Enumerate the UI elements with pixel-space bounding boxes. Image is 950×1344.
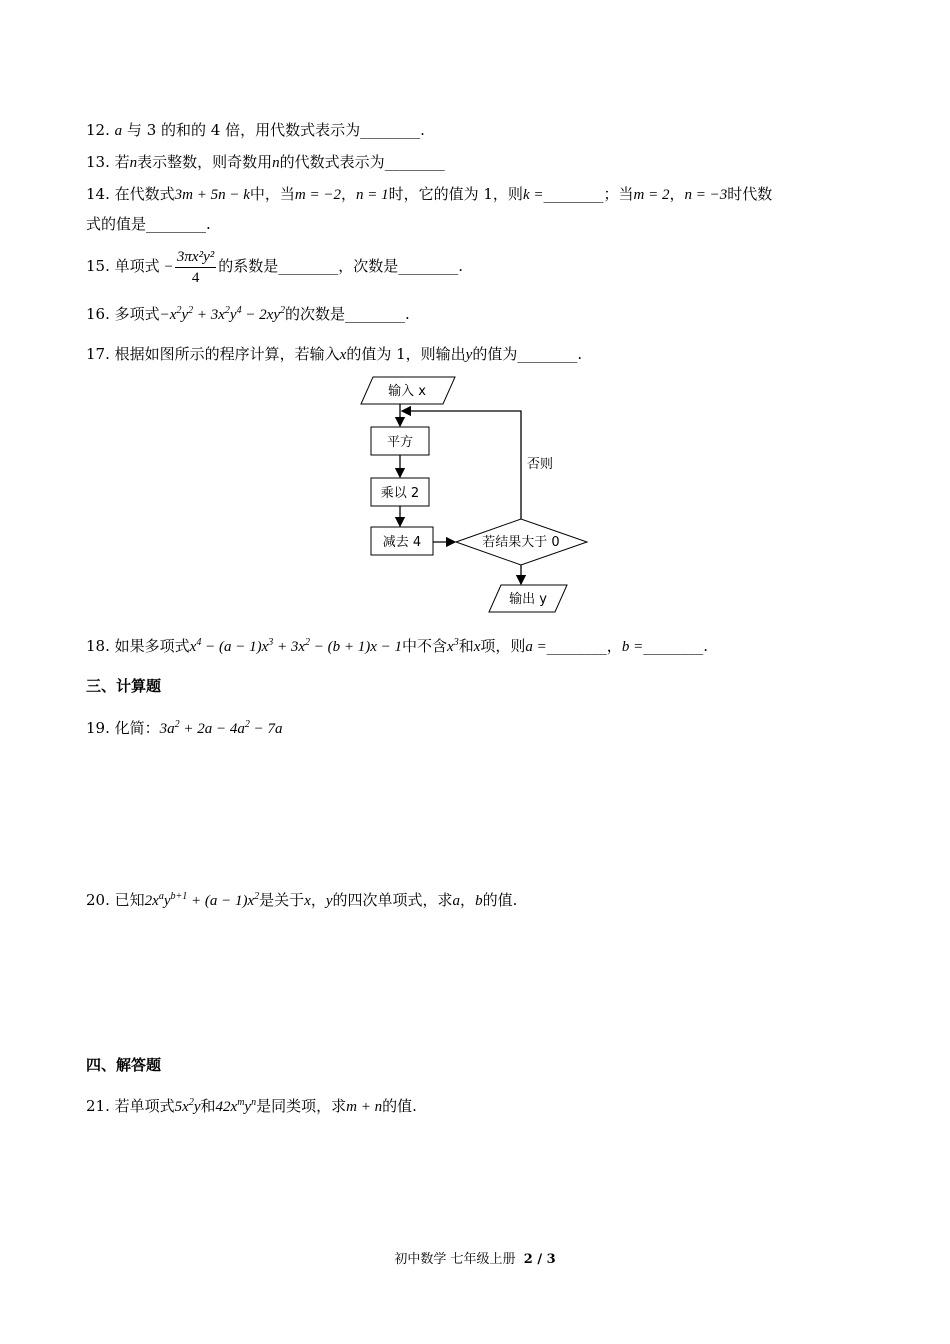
answer-blank: ________	[643, 637, 704, 655]
answer-blank: ________	[360, 121, 421, 139]
answer-blank: ________	[543, 185, 604, 203]
question-13: 13. 若n表示整数，则奇数用n的代数式表示为________	[86, 153, 445, 171]
fraction: $\frac{\text{3πx²y²}}{4}$	[176, 248, 215, 286]
answer-blank: ________	[278, 257, 339, 275]
expression: $5x^2y$	[174, 1097, 201, 1115]
decision-label: 若结果大于 0	[482, 535, 560, 550]
question-20: 20. 已知$2x^ay^{b+1} + (a - 1)x^2$是关于x，y的四次单项式，求a，b的值.	[86, 891, 518, 909]
question-15: 15. 单项式 − $\frac{\text{3πx²y²}}{4}$ 的系数是________，次数是________.	[86, 248, 464, 286]
question-21: 21. 若单项式$5x^2y$和$42x^my^n$是同类项，求m + n的值.	[86, 1097, 417, 1115]
question-17: 17. 根据如图所示的程序计算，若输入x的值为 1，则输出y的值为________.	[86, 345, 583, 363]
output-label: 输出 y	[509, 592, 547, 607]
polynomial-expression: $x^4 - (a - 1)x^3 + 3x^2 - (b + 1)x - 1$	[189, 637, 403, 655]
question-14-line2: 式的值是________.	[86, 215, 211, 233]
square-label: 平方	[386, 435, 414, 450]
subtract-label: 减去 4	[382, 535, 422, 550]
answer-blank: ________	[345, 305, 406, 323]
question-18: 18. 如果多项式$x^4 - (a - 1)x^3 + 3x^2 - (b + 1)x - 1$中不含$x^3$和x项，则a =________，b =________.	[86, 637, 708, 655]
program-flowchart	[355, 372, 595, 617]
answer-blank: ________	[546, 637, 607, 655]
question-16: 16. 多项式$-x^2y^2 + 3x^2y^4 - 2xy^2$的次数是________.	[86, 305, 410, 323]
input-label: 输入 x	[388, 384, 426, 399]
multiply-label: 乘以 2	[380, 486, 420, 501]
question-14: 14. 在代数式3m + 5n − k中，当m = −2，n = 1时，它的值为 1，则k =________；当m = 2，n = −3时代数	[86, 185, 773, 203]
question-19: 19. 化简：$3a^2 + 2a - 4a^2 - 7a$	[86, 719, 283, 737]
question-12: 12. a 与 3 的和的 4 倍，用代数式表示为________.	[86, 121, 425, 139]
answer-blank: ________	[517, 345, 578, 363]
section-heading: 三、计算题	[86, 677, 162, 695]
page-footer: 初中数学 七年级上册 2 / 3	[394, 1252, 556, 1267]
polynomial-expression: $-x^2y^2 + 3x^2y^4 - 2xy^2$	[159, 305, 285, 323]
otherwise-label: 否则	[527, 457, 554, 472]
expression: $2x^ay^{b+1} + (a - 1)x^2$	[144, 891, 260, 909]
section-heading: 四、解答题	[86, 1056, 162, 1074]
answer-blank: ________	[398, 257, 459, 275]
expression: $42x^my^n$	[215, 1097, 257, 1115]
answer-blank: ________	[384, 153, 445, 171]
expression: $3a^2 + 2a - 4a^2 - 7a$	[159, 719, 283, 737]
page-number: 2 / 3	[523, 1252, 556, 1267]
answer-blank: ________	[146, 215, 207, 233]
